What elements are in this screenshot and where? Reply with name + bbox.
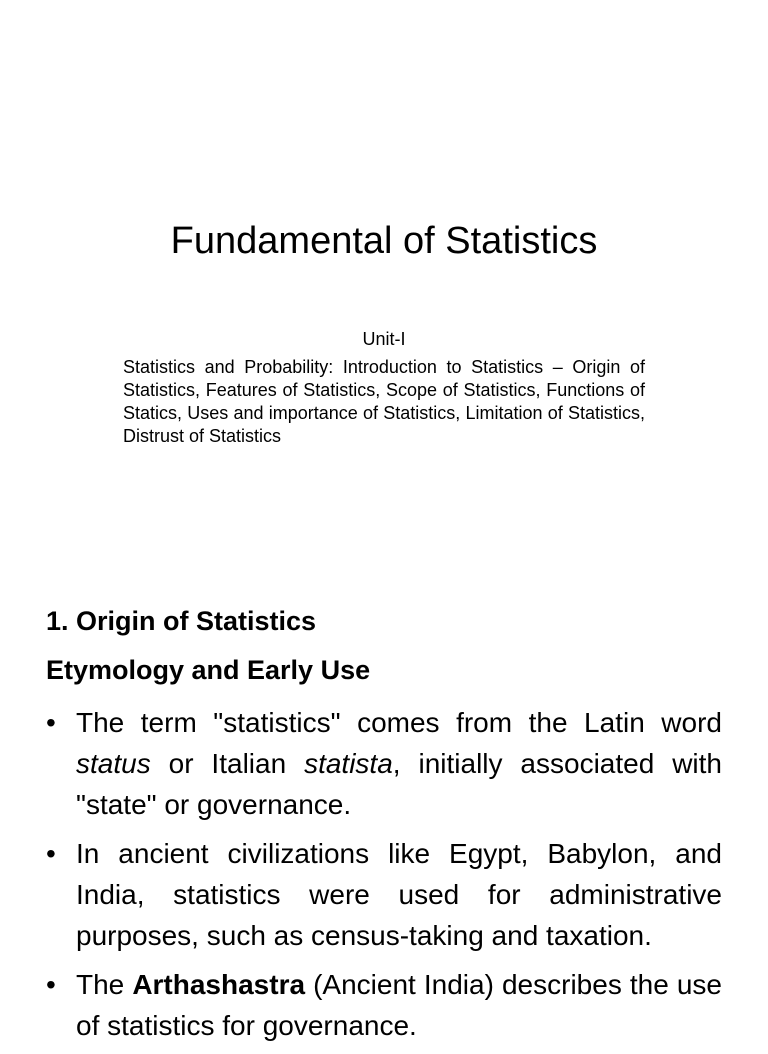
bullet-text: The xyxy=(76,969,133,1000)
term-status: status xyxy=(76,748,151,779)
bullet-text: The term "statistics" comes from the Latin word xyxy=(76,707,722,738)
bullet-etymology xyxy=(46,702,722,825)
bullet-text: or Italian xyxy=(150,748,305,779)
bullet-text: , initially associated with "state" or governance. xyxy=(76,748,722,820)
bullet-ancient-civilizations xyxy=(46,833,722,956)
bullet-text: (Ancient India) describes the use of statistics for governance. xyxy=(76,969,722,1041)
term-arthashastra: Arthashastra xyxy=(132,969,306,1000)
term-statista: statista xyxy=(304,748,393,779)
section-heading: 1. Origin of Statistics xyxy=(46,606,317,636)
unit-label: Unit-I xyxy=(362,329,406,349)
bullet-list xyxy=(46,702,722,1054)
document-title: Fundamental of Statistics xyxy=(170,220,598,262)
bullet-text: In ancient civilizations like Egypt, Babylon, and India, statistics were used for administrative purposes, such as census-taking and taxation. xyxy=(76,838,722,951)
unit-description: Statistics and Probability: Introduction to Statistics – Origin of Statistics, Features of Statistics, Scope of Statistics, Functions of Statics, Uses and importance of Statistics, Limitation of Statistics, Distrust of Statistics xyxy=(123,357,645,446)
subsection-heading: Etymology and Early Use xyxy=(46,655,371,685)
content-slide xyxy=(0,576,768,1041)
bullet-arthashastra xyxy=(46,964,722,1046)
